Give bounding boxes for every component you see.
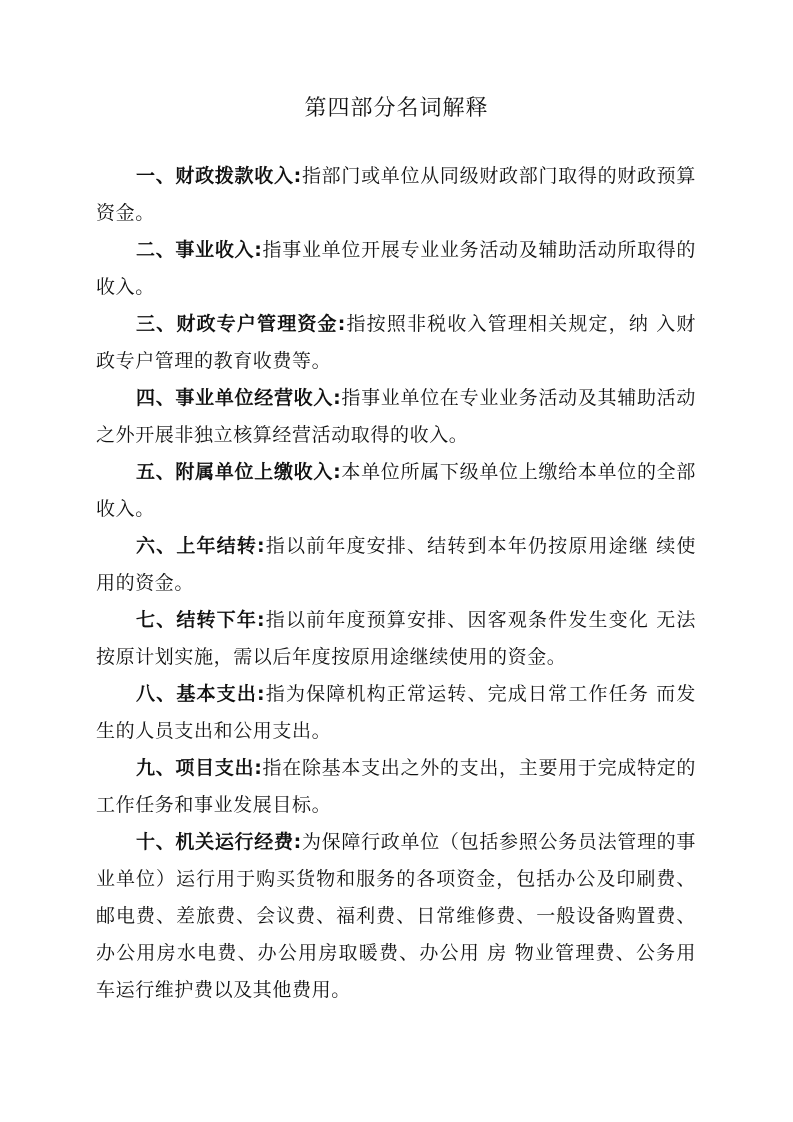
definition-term: 五、附属单位上缴收入: (136, 461, 342, 483)
definition-text: 指按照非税收入管理相关规定，纳 入财政专户管理的教育收费等。 (96, 313, 697, 372)
definition-text: 指事业单位开展专业业务活动及辅助活动所取得的收入。 (96, 239, 696, 298)
definition-term: 六、上年结转: (136, 535, 266, 557)
definition-text: 指事业单位在专业业务活动及其辅助活动之外开展非独立核算经营活动取得的收入。 (96, 387, 696, 446)
definition-term: 四、事业单位经营收入: (136, 387, 342, 409)
definition-text: 指以前年度预算安排、因客观条件发生变化 无法按原计划实施，需以后年度按原用途继续使用的资金。 (96, 609, 696, 668)
definition-entry (96, 602, 696, 676)
definition-text: 本单位所属下级单位上缴给本单位的全部收入。 (96, 461, 696, 520)
definition-entry (96, 454, 696, 528)
definition-entry (96, 232, 696, 306)
definition-entry (96, 750, 696, 824)
definition-text: 指在除基本支出之外的支出，主要用于完成特定的工作任务和事业发展目标。 (96, 757, 696, 816)
definition-entry (96, 528, 696, 602)
definition-term: 十、机关运行经费: (136, 831, 302, 853)
definition-term: 一、财政拨款收入: (136, 165, 302, 187)
definition-entry (96, 158, 696, 232)
definition-entry (96, 380, 696, 454)
definition-text: 指以前年度安排、结转到本年仍按原用途继 续使用的资金。 (96, 535, 696, 594)
definition-term: 二、事业收入: (136, 239, 263, 261)
definition-entry (96, 824, 696, 1009)
definition-entry (96, 306, 696, 380)
definition-term: 三、财政专户管理资金: (136, 313, 346, 335)
definition-term: 九、项目支出: (136, 757, 263, 779)
definition-text: 为保障行政单位（包括参照公务员法管理的事业单位）运行用于购买货物和服务的各项资金，包括办公及印刷费、邮电费、差旅费、会议费、福利费、日常维修费、一般设备购置费、办公用房水电费、办公用房取暖费、办公用 房 物业管理费、公务用车运行维护费以及其他费用。 (96, 831, 696, 1001)
definition-term: 八、基本支出: (136, 683, 266, 705)
definition-text: 指部门或单位从同级财政部门取得的财政预算资金。 (96, 165, 696, 224)
page-title: 第四部分名词解释 (304, 96, 489, 121)
definition-term: 七、结转下年: (136, 609, 266, 631)
definition-text: 指为保障机构正常运转、完成日常工作任务 而发生的人员支出和公用支出。 (96, 683, 696, 742)
definition-entry (96, 676, 696, 750)
definitions-list (96, 158, 696, 1009)
